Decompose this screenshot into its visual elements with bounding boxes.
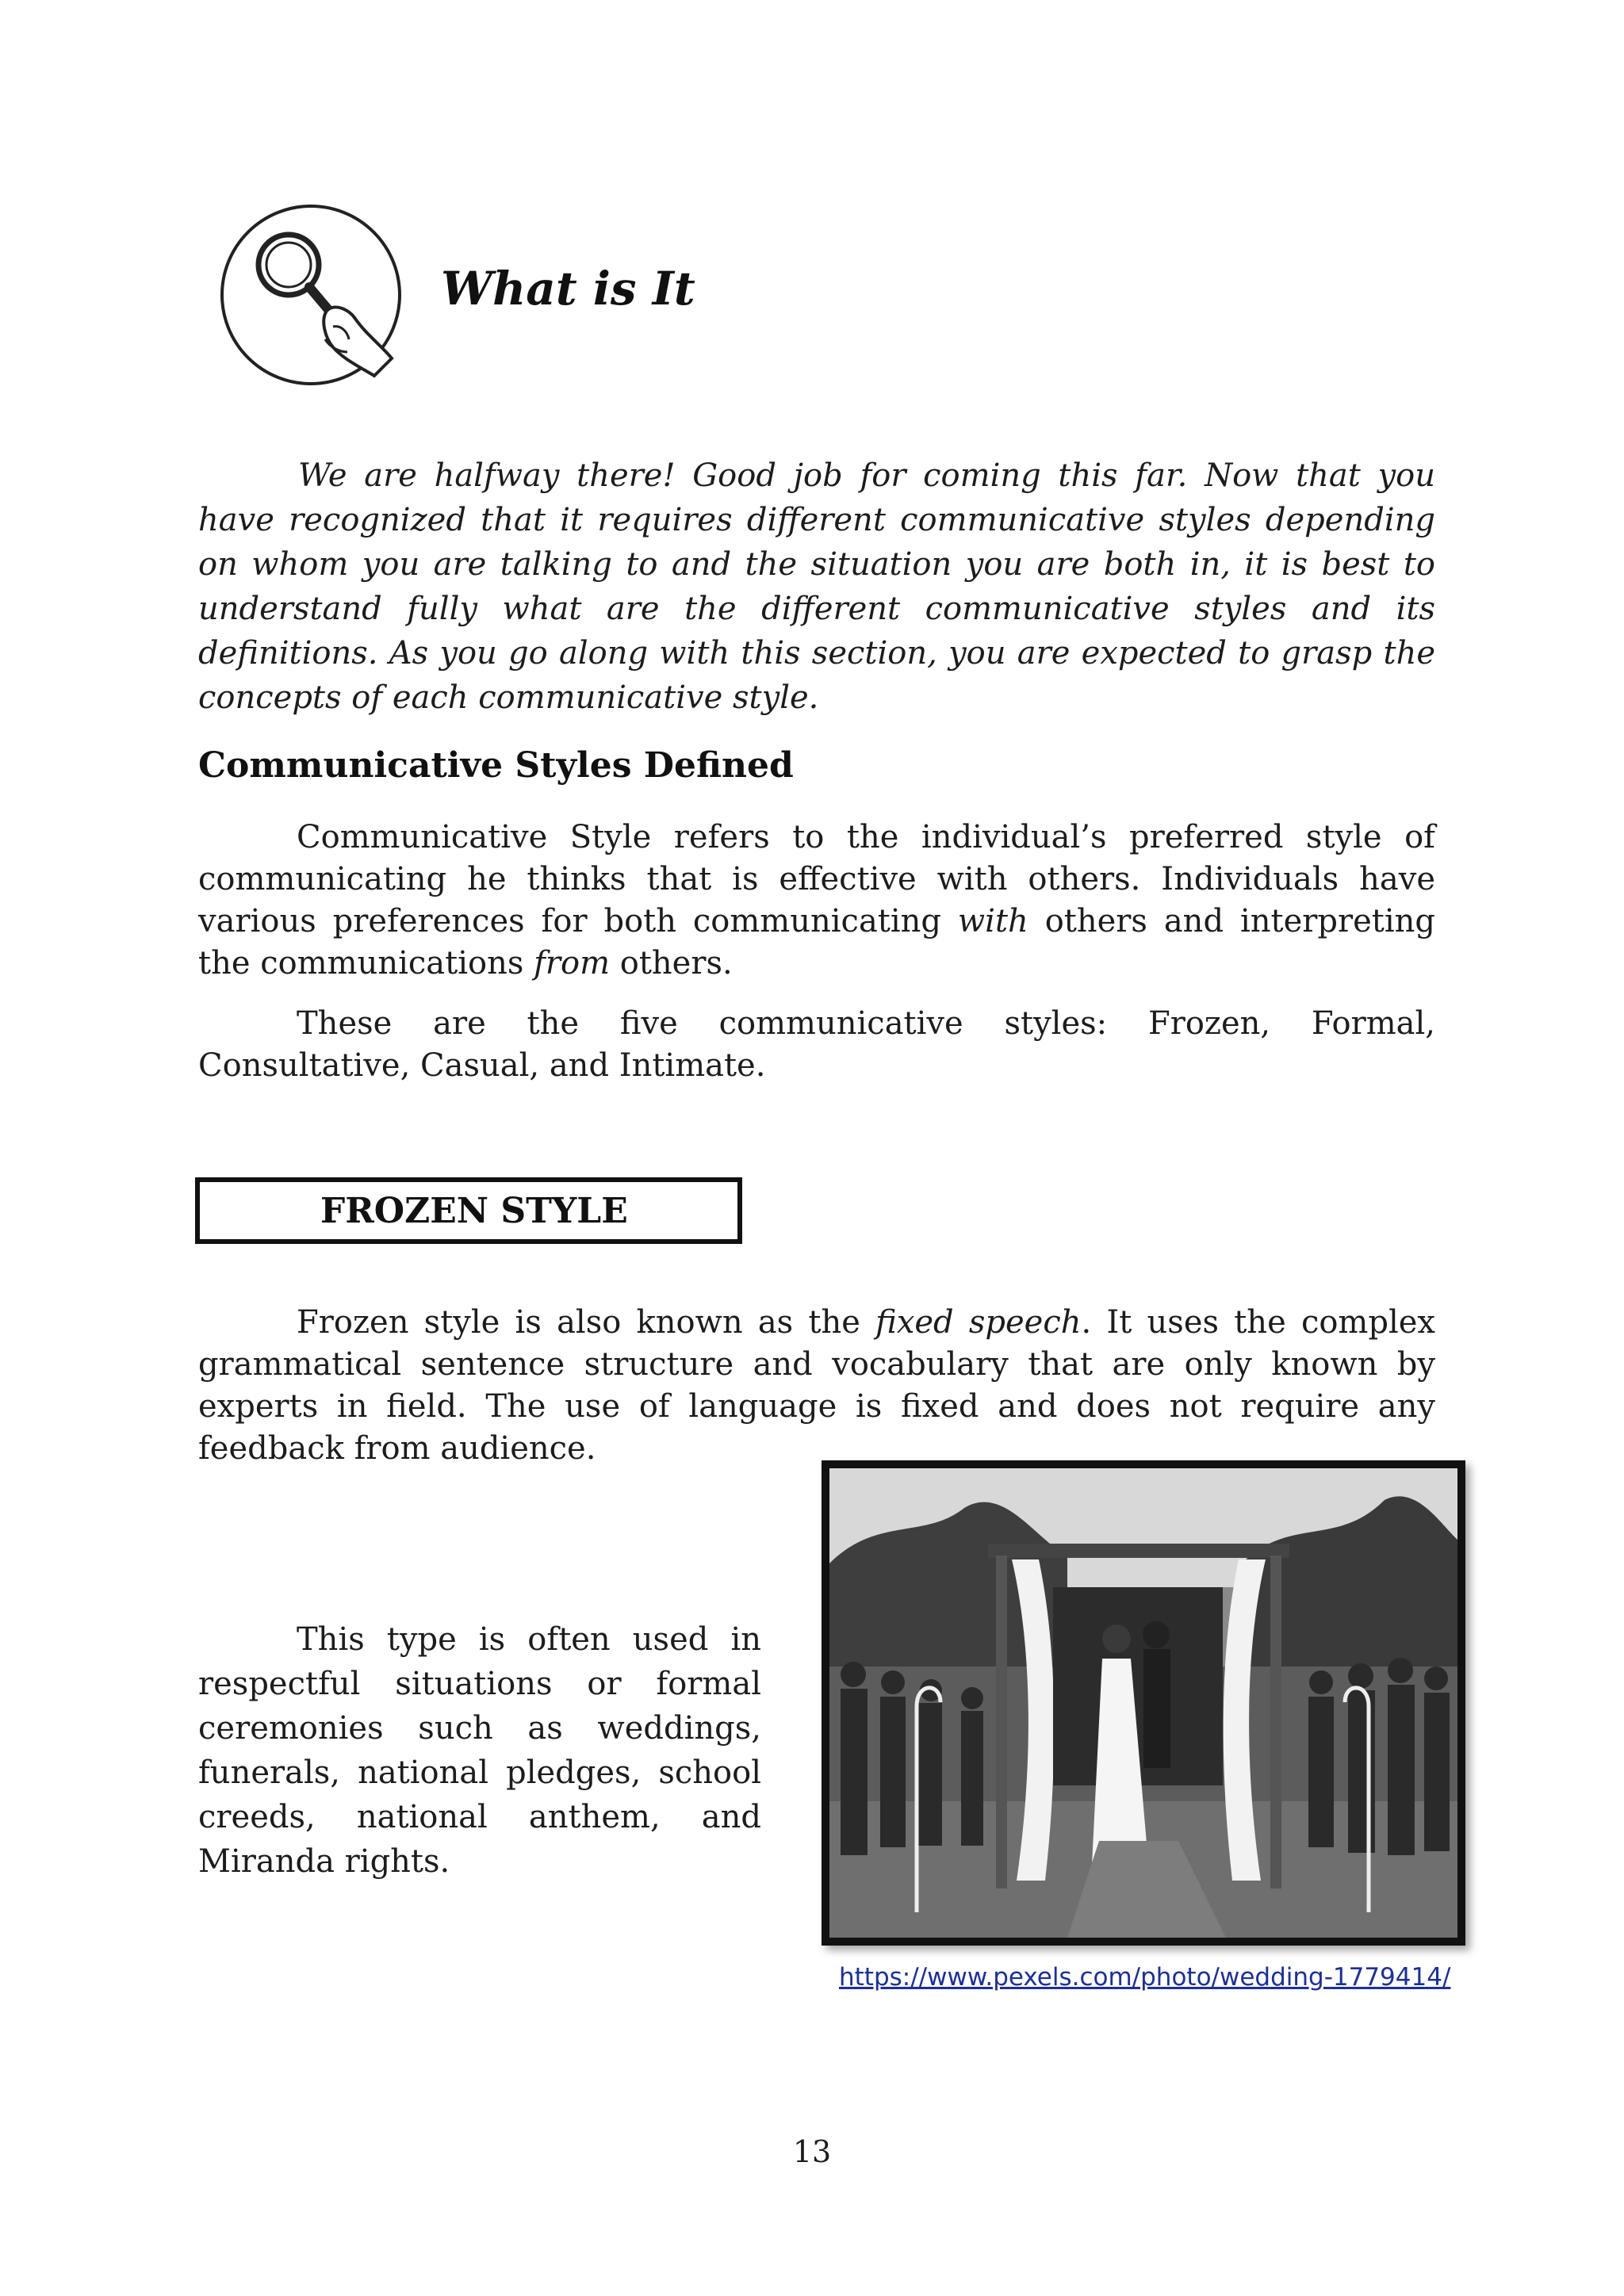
frozen-usage-paragraph: This type is often used in respectful situations or formal ceremonies such as weddings, funerals, national pledges, school creeds, national anthem, and Miranda rights. xyxy=(198,1621,761,1880)
page-title: What is It xyxy=(441,262,695,316)
section-heading: Communicative Styles Defined xyxy=(198,745,794,786)
frozen-style-label: FROZEN STYLE xyxy=(320,1190,628,1231)
page-number: 13 xyxy=(792,2134,832,2169)
intro-paragraph: We are halfway there! Good job for coming this far. Now that you have recognized that it requires different communicative styles depending on whom you are talking to and the situation you are both in, it is best to understand fully what are the different communicative styles and its definitions. As you go along with this section, you are expected to grasp the concepts of each communicative style. xyxy=(198,457,1435,716)
styles-list-paragraph: These are the five communicative styles: Frozen, Formal, Consultative, Casual, and Intimate. xyxy=(198,1005,1435,1084)
definition-paragraph: Communicative Style refers to the individual’s preferred style of communicating he thinks that is effective with others. Individuals have various preferences for both communicating with others and interpreting the communications from others. xyxy=(198,819,1435,982)
frozen-style-paragraph: Frozen style is also known as the fixed speech. It uses the complex grammatical sentence structure and vocabulary that are only known by experts in field. The use of language is fixed and does not require any feedback from audience. xyxy=(198,1304,1435,1467)
frozen-style-label-box xyxy=(195,1177,742,1244)
photo-source-link[interactable]: https://www.pexels.com/photo/wedding-1779414/ xyxy=(839,1963,1451,1992)
magnifying-glass-icon xyxy=(216,200,406,390)
wedding-photo xyxy=(822,1460,1465,1946)
